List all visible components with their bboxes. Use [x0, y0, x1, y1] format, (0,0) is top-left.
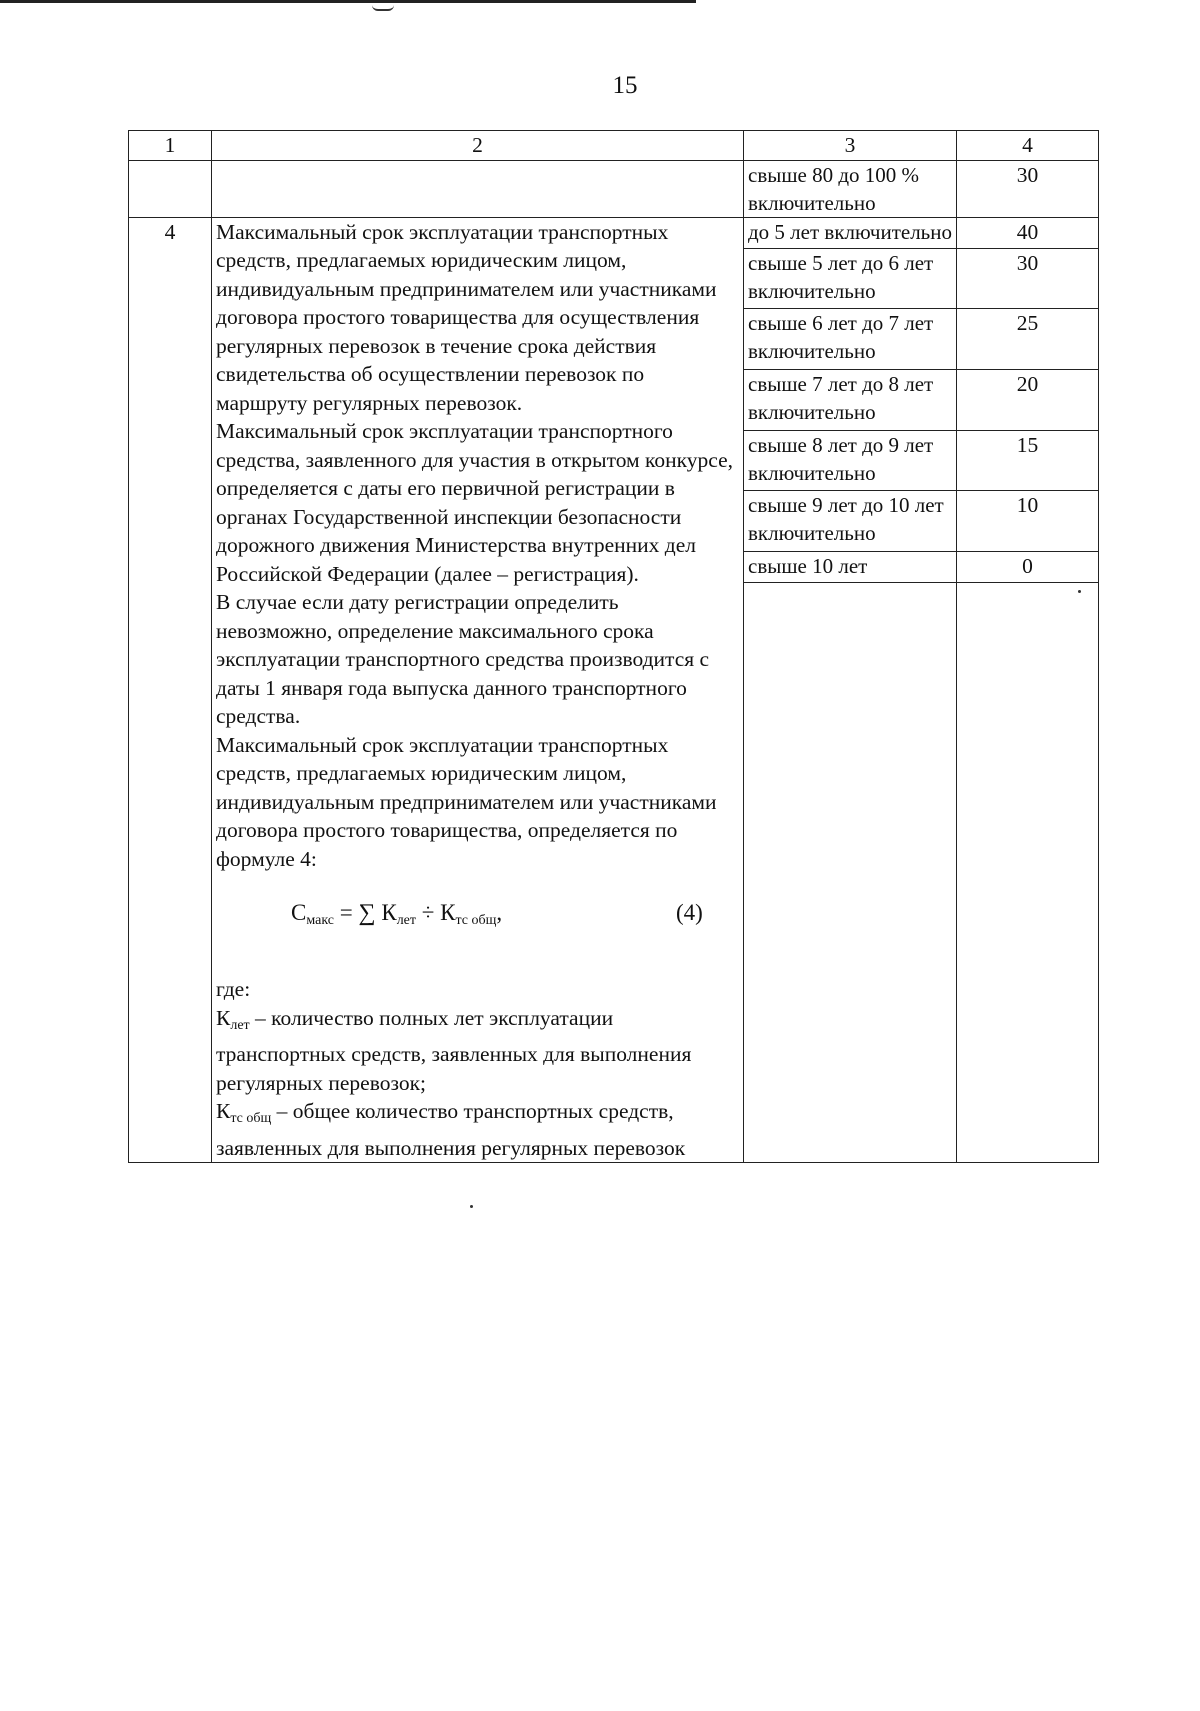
formula-expression: $С_{макс}$ = ∑ $К_{лет} \div К_{тс общ}$, [291, 900, 503, 928]
scale-condition: свыше 10 лет [744, 551, 957, 582]
scale-score: 40 [957, 217, 1099, 248]
scale-condition: свыше 6 лет до 7 лет включительно [744, 309, 957, 370]
description-paragraph: Максимальный срок эксплуатации транспортного средства, заявленного для участия в открытом конкурсе, определяется с даты его первичной регистрации в органах Государственной инспекции безопасности дорожного движения Министерства внутренних дел Российской Федерации (далее – регистрация). [216, 419, 734, 586]
criteria-table [128, 130, 1099, 1163]
definition-k-years: $К_{лет}$ – количество полных лет эксплуатации транспортных средств, заявленных для выполнения регулярных перевозок; [216, 1005, 692, 1095]
page-number: 15 [612, 72, 638, 99]
definition-k-total: $К_{тс общ}$ – общее количество транспортных средств, заявленных для выполнения регулярных перевозок [216, 1099, 686, 1160]
scan-speck [470, 1205, 473, 1208]
header-col-4: 4 [957, 131, 1099, 161]
scale-condition: свыше 80 до 100 % включительно [744, 160, 957, 217]
empty-cell [744, 583, 957, 1163]
scale-score: 0 [957, 551, 1099, 582]
continuation-row [129, 160, 1099, 217]
table-header-row [129, 131, 1099, 161]
header-col-2: 2 [212, 131, 744, 161]
sigma-symbol: ∑ [358, 900, 376, 926]
scale-score: 30 [957, 248, 1099, 309]
formula-block [216, 881, 739, 961]
scale-score: 10 [957, 491, 1099, 552]
formula-number: (4) [676, 900, 703, 925]
empty-cell [212, 160, 744, 217]
scale-score: 20 [957, 369, 1099, 430]
scale-condition: свыше 5 лет до 6 лет включительно [744, 248, 957, 309]
scale-score: 30 [957, 160, 1099, 217]
scale-condition: свыше 9 лет до 10 лет включительно [744, 491, 957, 552]
scan-artifact [372, 3, 394, 11]
header-col-1: 1 [129, 131, 212, 161]
description-paragraph: Максимальный срок эксплуатации транспортных средств, предлагаемых юридическим лицом, индивидуальным предпринимателем или участниками договора простого товарищества для осуществления регулярных перевозок в течение срока действия свидетельства об осуществлении перевозок по маршруту регулярных перевозок. [216, 219, 717, 415]
empty-cell [129, 160, 212, 217]
table-row [129, 217, 1099, 248]
scale-condition: свыше 7 лет до 8 лет включительно [744, 369, 957, 430]
header-col-3: 3 [744, 131, 957, 161]
scale-score: 25 [957, 309, 1099, 370]
row-number: 4 [129, 217, 212, 1163]
scale-condition: свыше 8 лет до 9 лет включительно [744, 430, 957, 491]
scan-speck [1078, 590, 1081, 593]
scale-score: 15 [957, 430, 1099, 491]
scan-top-edge [0, 0, 696, 3]
description-paragraph: Максимальный срок эксплуатации транспортных средств, предлагаемых юридическим лицом, индивидуальным предпринимателем или участниками договора простого товарищества, определяется по формуле 4: [216, 732, 717, 871]
criterion-description [212, 217, 744, 1163]
description-paragraph: В случае если дату регистрации определить невозможно, определение максимального срока эксплуатации транспортного средства производится с даты 1 января года выпуска данного транспортного средства. [216, 590, 710, 728]
scale-condition: до 5 лет включительно [744, 217, 957, 248]
empty-cell [957, 583, 1099, 1163]
where-label: где: [216, 977, 251, 1001]
